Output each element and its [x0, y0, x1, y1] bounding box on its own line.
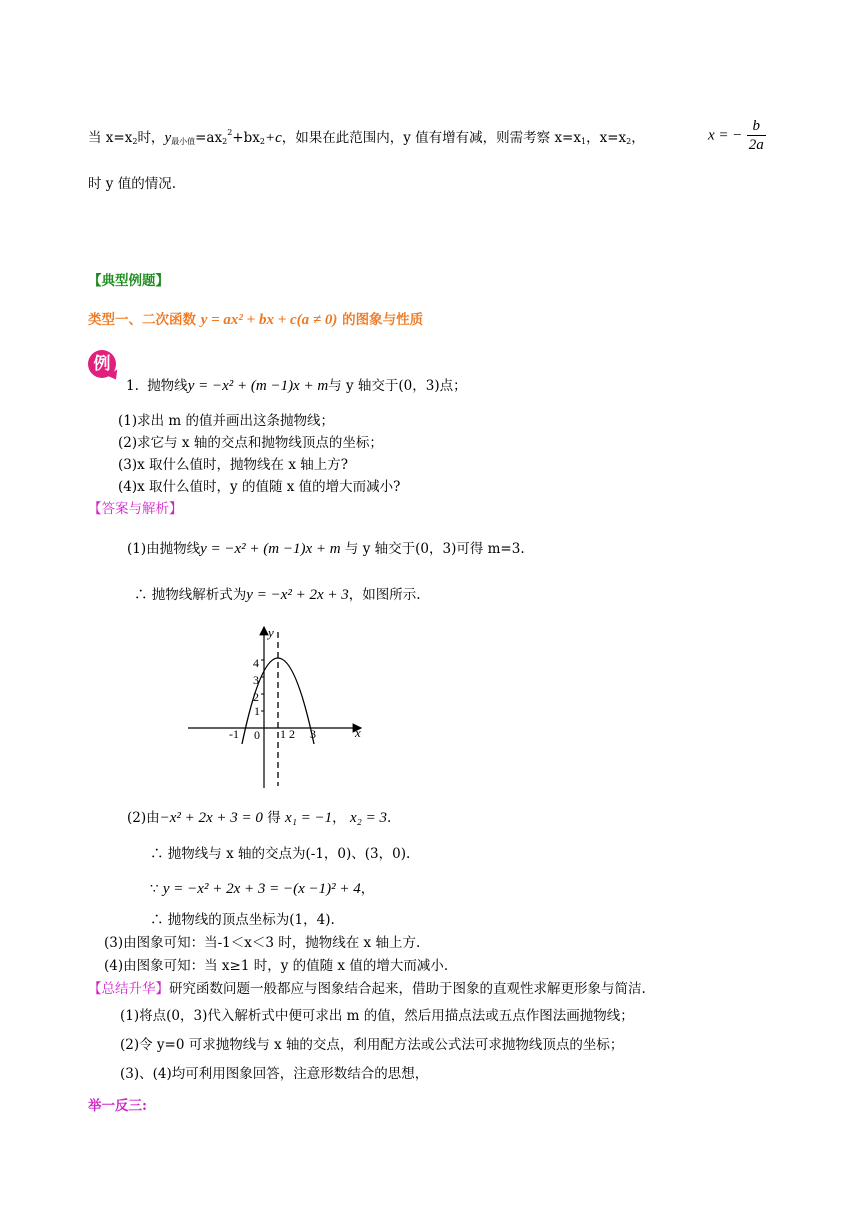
type-heading: 类型一、二次函数 y = ax² + bx + c(a ≠ 0) 的图象与性质	[88, 312, 424, 328]
answer-part-2: (2)由−x² + 2x + 3 = 0 得 x₁ = −1， x₂ = 3.	[127, 810, 392, 826]
answer-label: 【答案与解析】	[88, 501, 183, 517]
y-tick-4: 4	[253, 656, 259, 670]
top-line-2: 时 y 值的情况.	[88, 176, 177, 192]
y-tick-2: 2	[253, 690, 259, 704]
x-tick-1: 1	[280, 727, 286, 741]
y-tick-3: 3	[253, 673, 259, 687]
y-tick-1: 1	[254, 704, 260, 718]
question-1: (1)求出 m 的值并画出这条抛物线；	[118, 413, 335, 429]
intersection-points: ∴ 抛物线与 x 轴的交点为(-1，0)、(3，0).	[150, 846, 411, 862]
practice-heading: 举一反三:	[88, 1098, 147, 1114]
answer-part-3: (3)由图象可知：当-1＜x＜3 时，抛物线在 x 轴上方.	[104, 935, 421, 951]
vertex-form: ∵ y = −x² + 2x + 3 = −(x −1)² + 4，	[150, 881, 375, 897]
vertex-coordinates: ∴ 抛物线的顶点坐标为(1，4).	[150, 912, 335, 928]
answer-line-1: (1)由抛物线y = −x² + (m −1)x + m 与 y 轴交于(0，3)可得 m=3.	[127, 541, 525, 557]
top-line-1: 当 $x=x_2$时，$y_{最小值}=ax_2^2+bx_2+c$，如果在此范围内，y 值有增有减，则需考察 $x=x_1$，$x=x_2$，	[88, 128, 645, 146]
x-axis-label: x	[355, 725, 361, 740]
question-4: (4)x 取什么值时，y 的值随 x 值的增大而减小?	[118, 479, 401, 495]
x-tick-2: 2	[289, 727, 295, 741]
x-tick-3: 3	[310, 727, 316, 741]
fraction-b-over-2a: $\frac{b}{2a}$	[748, 118, 764, 153]
question-3: (3)x 取什么值时，抛物线在 x 轴上方?	[118, 457, 348, 473]
question-2: (2)求它与 x 轴的交点和抛物线顶点的坐标；	[118, 435, 383, 451]
x-tick-neg1: -1	[229, 727, 239, 741]
origin-label: 0	[254, 728, 260, 742]
section-title: 【典型例题】	[88, 273, 169, 289]
answer-line-2: ∴ 抛物线解析式为y = −x² + 2x + 3，如图所示.	[134, 587, 421, 603]
example-stem: 1. 抛物线y = −x² + (m −1)x + m与 y 轴交于(0，3)点；	[126, 378, 467, 394]
parabola-graph	[183, 624, 373, 792]
y-axis-label: y	[268, 625, 274, 640]
answer-part-4: (4)由图象可知：当 x≥1 时，y 的值随 x 值的增大而减小.	[104, 958, 449, 974]
summary-point-1: (1)将点(0，3)代入解析式中便可求出 m 的值，然后用描点法或五点作图法画抛物线；	[120, 1008, 634, 1024]
example-badge-icon: 例	[88, 350, 116, 378]
summary-line: 【总结升华】研究函数问题一般都应与图象结合起来，借助于图象的直观性求解更形象与简洁.	[88, 981, 646, 997]
summary-point-2: (2)令 y=0 可求抛物线与 x 轴的交点，利用配方法或公式法可求抛物线顶点的坐标；	[120, 1037, 624, 1053]
summary-point-3: (3)、(4)均可利用图象回答，注意形数结合的思想，	[120, 1066, 429, 1082]
vertex-fraction: x = − $\frac{b}{2a}$	[708, 118, 764, 153]
